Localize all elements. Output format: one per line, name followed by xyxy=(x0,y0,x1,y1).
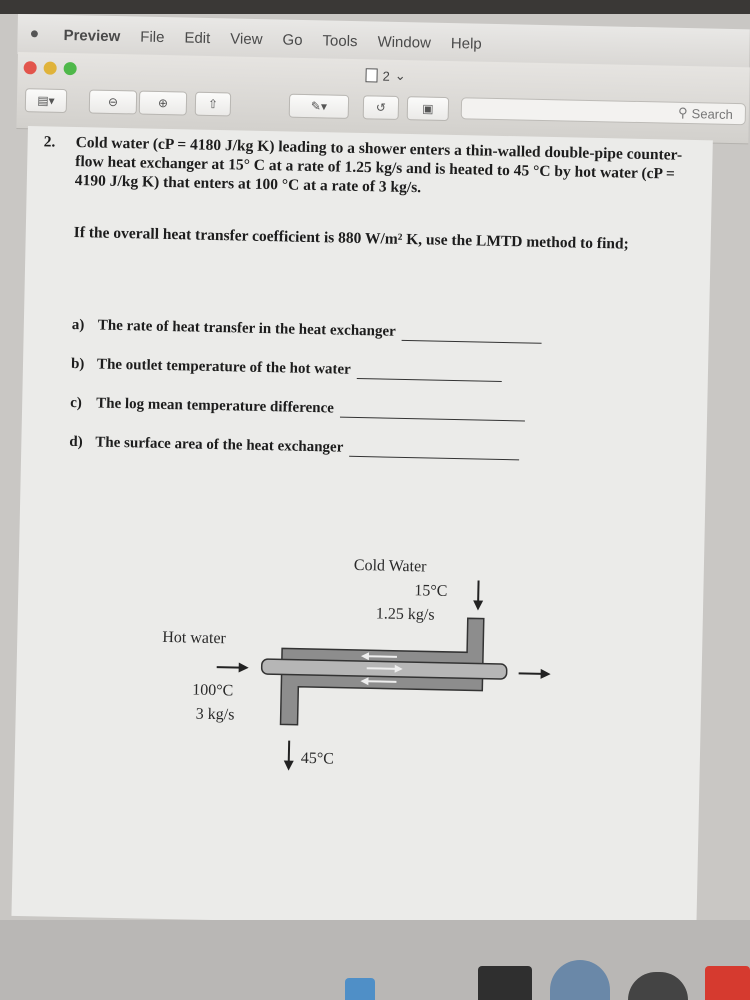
minimize-window-button[interactable] xyxy=(44,62,57,75)
zoom-window-button[interactable] xyxy=(64,62,77,75)
zoom-out-icon: ⊖ xyxy=(107,94,119,110)
hot-outlet-arrow xyxy=(519,668,551,679)
menu-window[interactable]: Window xyxy=(377,33,432,52)
part-label: c) xyxy=(70,394,83,412)
instruction-block xyxy=(44,222,684,254)
dock-app-icon[interactable] xyxy=(345,978,375,1000)
menu-tools[interactable]: Tools xyxy=(322,31,358,50)
part-label: b) xyxy=(70,355,85,373)
question-part-d xyxy=(69,434,519,460)
part-text: The outlet temperature of the hot water xyxy=(96,356,351,378)
menu-go[interactable]: Go xyxy=(282,31,303,49)
hot-inlet-temp: 100°C xyxy=(192,681,234,700)
apple-icon[interactable]: ● xyxy=(29,25,40,43)
pen-icon: ✎▾ xyxy=(310,99,328,114)
close-window-button[interactable] xyxy=(24,61,37,74)
toolbox-button[interactable] xyxy=(407,96,449,121)
question-text: Cold water (cP = 4180 J/kg K) leading to a shower enters a thin-walled double-pipe counter-flow heat exchanger at 15° C at a rate of 1.25 kg/s and is heated to 45 °C by hot water (cP = 4190 J/kg K) that enters at 100 °C at a rate of 3 kg/s. xyxy=(74,134,683,197)
cold-outlet-arrow xyxy=(284,740,295,770)
menu-view[interactable]: View xyxy=(230,29,263,48)
zoom-out-button[interactable] xyxy=(89,89,137,114)
answer-line xyxy=(357,378,502,382)
menu-file[interactable]: File xyxy=(140,28,165,46)
answer-line xyxy=(349,456,519,461)
monitor-bezel xyxy=(0,0,750,14)
part-text: The log mean temperature difference xyxy=(96,395,335,417)
instruction-text: If the overall heat transfer coefficient is 880 W/m² K, use the LMTD method to find; xyxy=(73,223,629,253)
zoom-in-button[interactable] xyxy=(139,91,187,116)
menu-help[interactable]: Help xyxy=(450,34,482,53)
hot-water-label: Hot water xyxy=(162,628,227,648)
part-text: The rate of heat transfer in the heat exchanger xyxy=(97,317,396,340)
rotate-button[interactable] xyxy=(363,95,399,120)
cold-inlet-temp: 15°C xyxy=(414,582,448,600)
menu-app-preview[interactable]: Preview xyxy=(63,26,121,45)
page-number: 2 xyxy=(382,68,390,84)
page-indicator[interactable] xyxy=(365,67,405,84)
search-icon: ⚲ xyxy=(677,104,688,121)
question-part-a xyxy=(72,317,542,344)
heat-exchanger-diagram xyxy=(154,554,579,813)
zoom-in-icon: ⊕ xyxy=(157,95,169,111)
question-block xyxy=(45,132,686,202)
sidebar-view-button[interactable] xyxy=(25,88,67,113)
answer-line xyxy=(402,340,542,344)
part-label: d) xyxy=(69,433,83,451)
part-text: The surface area of the heat exchanger xyxy=(95,434,344,456)
share-button[interactable] xyxy=(195,92,231,117)
question-part-b xyxy=(71,356,502,382)
cold-flow-rate: 1.25 kg/s xyxy=(375,605,435,624)
toolbox-icon: ▣ xyxy=(422,101,434,116)
sidebar-icon: ▤▾ xyxy=(37,93,55,108)
hot-flow-rate: 3 kg/s xyxy=(195,705,235,724)
menu-edit[interactable]: Edit xyxy=(184,28,211,47)
markup-button[interactable] xyxy=(289,94,349,119)
part-label: a) xyxy=(71,316,85,334)
search-placeholder: Search xyxy=(691,105,734,122)
cold-inlet-arrow xyxy=(473,580,484,610)
hot-inlet-arrow xyxy=(217,662,249,673)
question-number: 2. xyxy=(43,133,56,151)
dock-app-icon[interactable] xyxy=(705,966,750,1000)
dock-area xyxy=(0,920,750,1000)
answer-line xyxy=(340,417,525,422)
question-part-c xyxy=(70,395,525,422)
dock-app-icon[interactable] xyxy=(550,960,610,1000)
share-icon: ⇧ xyxy=(207,96,219,112)
rotate-icon: ↺ xyxy=(375,100,387,115)
cold-outlet-temp: 45°C xyxy=(300,749,335,768)
chevron-down-icon: ⌄ xyxy=(394,67,406,84)
dock-app-icon[interactable] xyxy=(628,972,688,1000)
document-page xyxy=(11,126,712,930)
document-icon xyxy=(365,68,377,82)
cold-water-label: Cold Water xyxy=(353,556,427,576)
dock-app-icon[interactable] xyxy=(478,966,532,1000)
search-field[interactable] xyxy=(461,97,746,125)
